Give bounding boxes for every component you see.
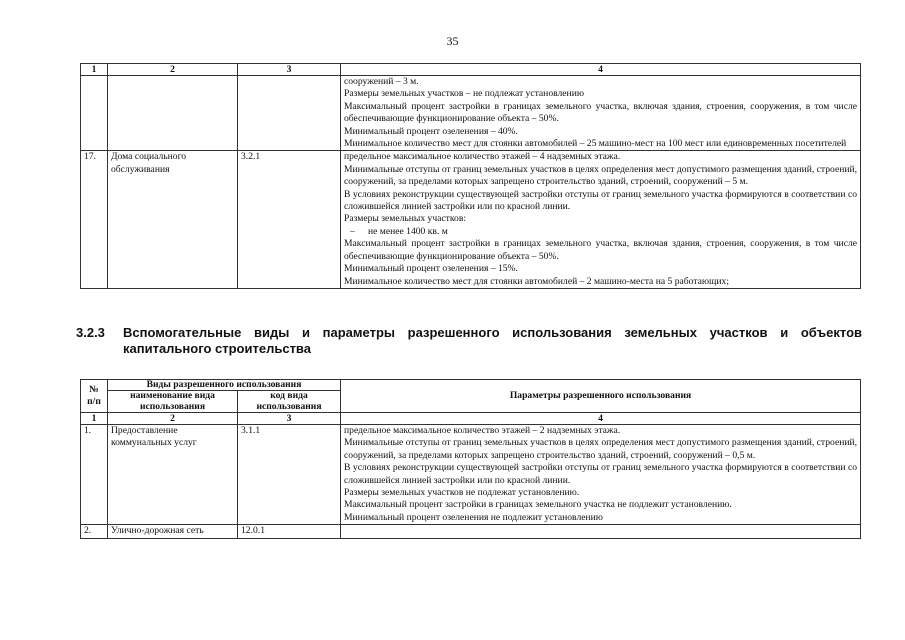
page-number: 35 <box>446 34 459 48</box>
param-line: Минимальное количество мест для стоянки автомобилей – 25 машино-мест на 100 мест или единовременных посетителей <box>344 138 847 150</box>
row-code-cell: 12.0.1 <box>238 525 341 538</box>
param-line: предельное максимальное количество этажей – 2 надземных этажа. <box>344 425 621 436</box>
auxiliary-uses-table <box>80 379 861 539</box>
param-list-item <box>344 226 857 238</box>
col-num-2: 2 <box>108 413 238 425</box>
param-line: Максимальный процент застройки в границах земельного участка, включая здания, строения, сооружения, в том числе обеспечивающие функционирование объекта – 50%. <box>344 238 857 262</box>
parameters-table-main <box>80 63 861 289</box>
row-name-cell <box>108 76 238 151</box>
table-row-17 <box>81 151 861 288</box>
col-num-1: 1 <box>81 64 108 76</box>
table-row-continuation <box>81 76 861 151</box>
col-num-4: 4 <box>341 64 861 76</box>
table-row-2 <box>81 525 861 538</box>
row-name-cell: Улично-дорожная сеть <box>108 525 238 538</box>
row-name-cell: Предоставление коммунальных услуг <box>108 425 238 525</box>
row-num-cell <box>81 76 108 151</box>
param-line: Минимальный процент озеленения – 15%. <box>344 263 518 275</box>
row-code-cell: 3.1.1 <box>238 425 341 525</box>
header-row-1 <box>81 380 861 391</box>
col-num-3: 3 <box>238 64 341 76</box>
header-code: код вида использования <box>238 391 341 413</box>
param-line: Максимальный процент застройки в границах земельного участка, включая здания, строения, сооружения, в том числе обеспечивающие функционирование объекта – 50%. <box>344 100 857 125</box>
param-line: Минимальные отступы от границ земельных участков в целях определения мест допустимого размещения зданий, строений, сооружений, за пределами которых запрещено строительство зданий, строений, сооружений – 5 м. <box>344 163 857 188</box>
section-heading <box>76 325 862 357</box>
param-line: Минимальное количество мест для стоянки автомобилей – 2 машино-места на 5 работающих; <box>344 275 730 287</box>
section-number: 3.2.3 <box>76 325 105 340</box>
param-line: Размеры земельных участков – не подлежат установлению <box>344 88 584 100</box>
row-params-cell <box>341 151 861 288</box>
row-num-cell: 17. <box>81 151 108 288</box>
header-group: Виды разрешенного использования <box>108 380 341 391</box>
param-line: Минимальный процент озеленения не подлежит установлению <box>344 511 603 523</box>
col-num-3: 3 <box>238 413 341 425</box>
param-line: В условиях реконструкции существующей застройки отступы от границ земельного участка формируются в соответствии со сложившейся линией застройки или по красной линии. <box>344 188 857 213</box>
param-line: предельное максимальное количество этажей – 4 надземных этажа. <box>344 151 621 163</box>
param-line: В условиях реконструкции существующей застройки отступы от границ земельного участка формируются в соответствии со сложившейся линией застройки или по красной линии. <box>344 462 858 486</box>
column-number-row <box>81 64 861 76</box>
row-num-cell: 1. <box>81 425 108 525</box>
param-line: сооружений – 3 м. <box>344 76 419 87</box>
section-title: Вспомогательные виды и параметры разрешенного использования земельных участков и объектов капитального строительства <box>123 325 862 356</box>
table-row-1 <box>81 425 861 525</box>
list-item-text: не менее 1400 кв. м <box>368 225 448 237</box>
row-code-cell <box>238 76 341 151</box>
param-line: Минимальный процент озеленения – 40%. <box>344 125 518 137</box>
param-line: Максимальный процент застройки в границах земельного участка не подлежит установлению. <box>344 499 732 511</box>
param-line: Размеры земельных участков не подлежат установлению. <box>344 487 580 499</box>
header-name: наименование вида использования <box>108 391 238 413</box>
col-num-1: 1 <box>81 413 108 425</box>
header-num: № п/п <box>81 380 108 413</box>
param-line: Размеры земельных участков: <box>344 213 467 225</box>
row-num-cell: 2. <box>81 525 108 538</box>
header-params: Параметры разрешенного использования <box>341 380 861 413</box>
row-name-cell: Дома социального обслуживания <box>108 151 238 288</box>
row-code-cell: 3.2.1 <box>238 151 341 288</box>
row-params-cell <box>341 425 861 525</box>
row-params-cell <box>341 76 861 151</box>
col-num-2: 2 <box>108 64 238 76</box>
row-params-cell <box>341 525 861 538</box>
column-number-row <box>81 413 861 425</box>
col-num-4: 4 <box>341 413 861 425</box>
dash-marker: – <box>350 225 355 237</box>
param-line: Минимальные отступы от границ земельных участков в целях определения мест допустимого размещения зданий, строений, сооружений, за пределами которых запрещено строительство зданий, строений, сооружений – 0,5 м. <box>344 437 858 461</box>
